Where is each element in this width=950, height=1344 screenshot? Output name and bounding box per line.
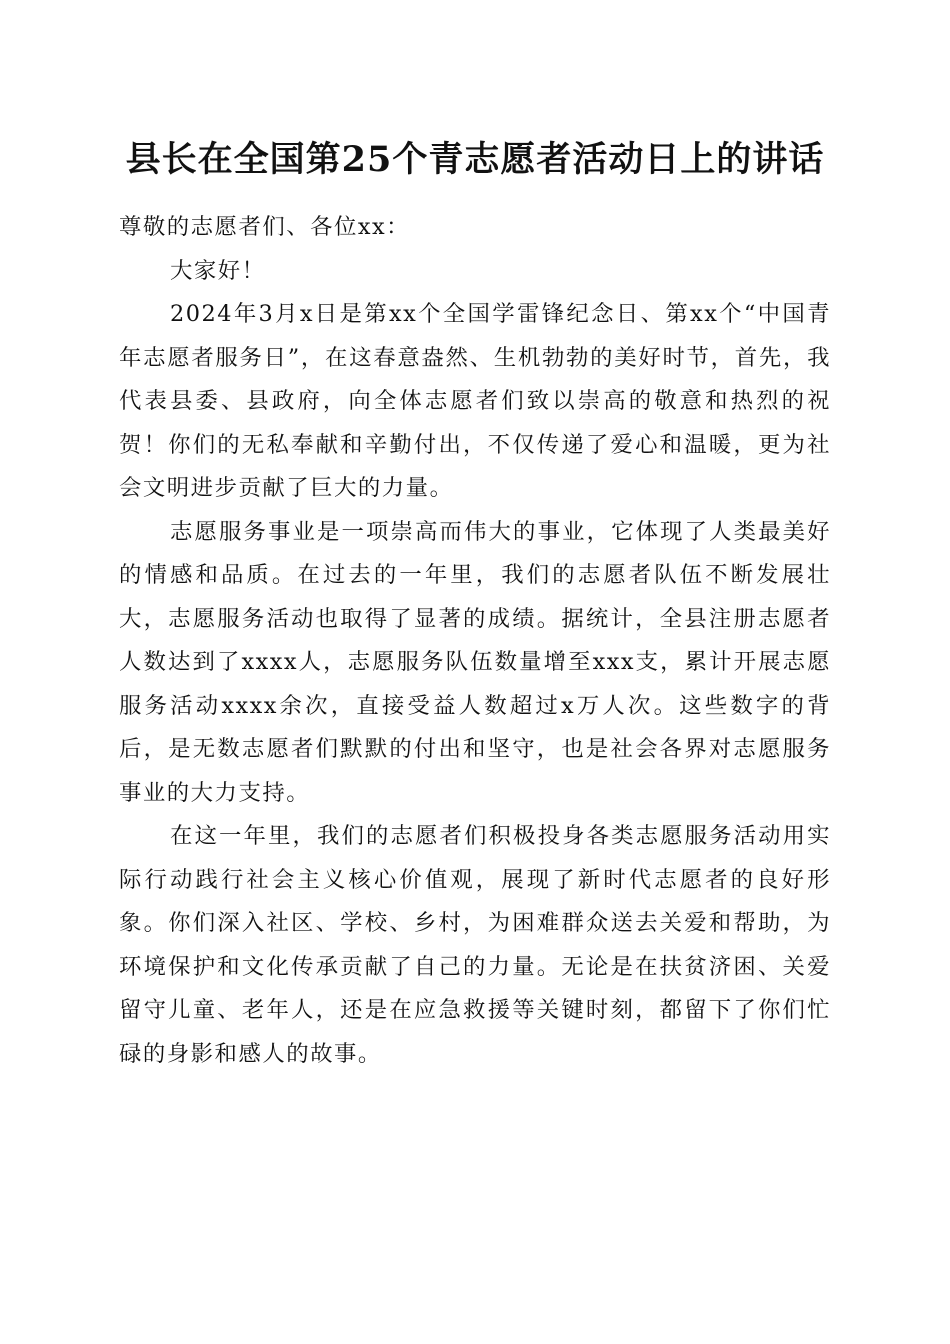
paragraph: 志愿服务事业是一项崇高而伟大的事业，它体现了人类最美好的情感和品质。在过去的一年里，我们的志愿者队伍不断发展壮大，志愿服务活动也取得了显著的成绩。据统计，全县注册志愿者人数达到了xxxx人，志愿服务队伍数量增至xxx支，累计开展志愿服务活动xxxx余次，直接受益人数超过x万人次。这些数字的背后，是无数志愿者们默默的付出和坚守，也是社会各界对志愿服务事业的大力支持。 — [119, 518, 831, 806]
document-title: 县长在全国第25个青志愿者活动日上的讲话 — [125, 139, 825, 180]
document-body — [119, 206, 831, 1076]
paragraph: 2024年3月x日是第xx个全国学雷锋纪念日、第xx个“中国青年志愿者服务日”，在这春意盎然、生机勃勃的美好时节，首先，我代表县委、县政府，向全体志愿者们致以崇高的敬意和热烈的祝贺！你们的无私奉献和辛勤付出，不仅传递了爱心和温暖，更为社会文明进步贡献了巨大的力量。 — [119, 301, 831, 501]
salutation: 尊敬的志愿者们、各位xx： — [119, 214, 411, 240]
paragraph: 在这一年里，我们的志愿者们积极投身各类志愿服务活动用实际行动践行社会主义核心价值观，展现了新时代志愿者的良好形象。你们深入社区、学校、乡村，为困难群众送去关爱和帮助，为环境保护和文化传承贡献了自己的力量。无论是在扶贫济困、关爱留守儿童、老年人，还是在应急救援等关键时刻，都留下了你们忙碌的身影和感人的故事。 — [119, 823, 831, 1067]
greeting: 大家好！ — [170, 257, 266, 284]
